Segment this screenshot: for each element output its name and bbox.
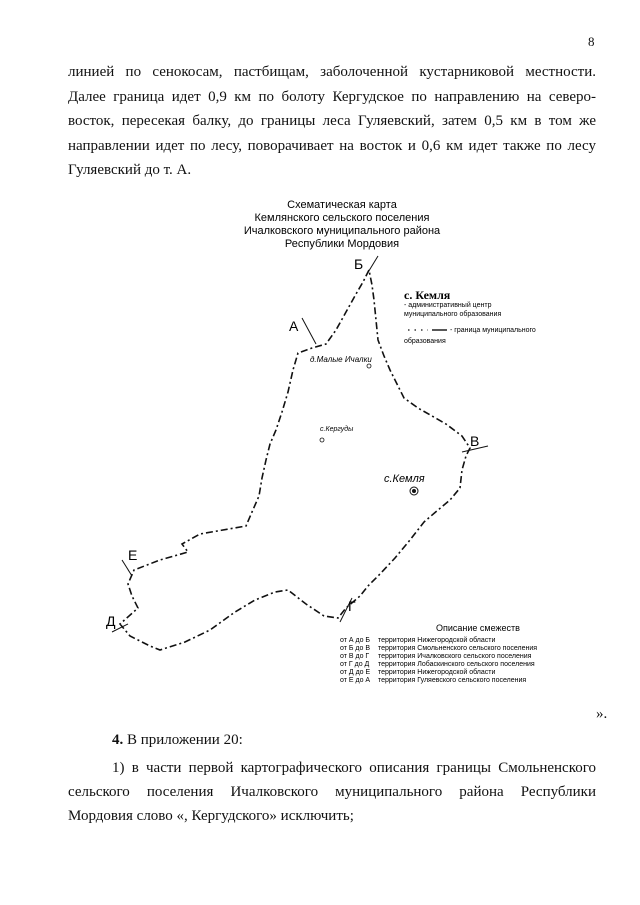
adjacency-title: Описание смежеств bbox=[436, 623, 520, 633]
legend-boundary-desc: - граница муниципального bbox=[450, 327, 536, 334]
closing-quote: ». bbox=[596, 706, 608, 722]
adjacency-territory: территория Лобаскинского сельского поселения bbox=[378, 661, 535, 668]
place-marker bbox=[320, 438, 324, 442]
point-label-a: А bbox=[289, 318, 299, 334]
adjacency-territory: территория Смольненского сельского поселения bbox=[378, 645, 538, 652]
adjacency-territory: территория Нижегородской области bbox=[378, 669, 496, 676]
adjacency-range: от Е до А bbox=[340, 677, 371, 684]
place-kemlya: с.Кемля bbox=[384, 473, 425, 485]
adjacency-territory: территория Нижегородской области bbox=[378, 637, 496, 644]
section-4-heading bbox=[112, 732, 243, 749]
page-number: 8 bbox=[588, 34, 595, 49]
text-line: сельского поселения Ичалковского муниципального района Республики bbox=[68, 784, 596, 800]
section-number: 4. bbox=[112, 732, 124, 748]
map-title-line: Ичалковского муниципального района bbox=[243, 225, 441, 237]
tick-a bbox=[302, 318, 316, 344]
text-line: направлении идет по лесу, поворачивает на восток и 0,6 км идет также по лесу bbox=[68, 137, 596, 154]
text-line: Далее граница идет 0,9 км по болоту Кергудское по направлению на северо- bbox=[68, 88, 596, 105]
point-label-d: Д bbox=[106, 613, 116, 629]
place-marker bbox=[367, 364, 371, 368]
adjacency-range: от Д до Е bbox=[340, 669, 371, 676]
adjacency-range: от Б до В bbox=[340, 645, 371, 652]
adjacency-range: от В до Г bbox=[340, 653, 370, 660]
legend-boundary-desc: образования bbox=[404, 338, 446, 345]
text-line: Гуляевский до т. А. bbox=[68, 162, 192, 178]
adjacency-territory: территория Ичалковского сельского поселения bbox=[378, 653, 532, 660]
point-label-b: Б bbox=[354, 256, 364, 272]
item-1-paragraph bbox=[68, 756, 596, 828]
point-label-v: В bbox=[470, 433, 480, 449]
adjacency-range: от Г до Д bbox=[340, 661, 370, 668]
adjacency-range: от А до Б bbox=[340, 637, 371, 644]
text-line: 1) в части первой картографического описания границы Смольненского bbox=[112, 760, 596, 776]
tick-b bbox=[367, 256, 378, 274]
legend-center-desc: муниципального образования bbox=[404, 311, 502, 318]
map-title-line: Кемлянского сельского поселения bbox=[254, 212, 430, 224]
place-malye-ichalki: д.Малые Ичалки bbox=[310, 355, 372, 364]
place-kergudy: с.Кергуды bbox=[320, 426, 354, 433]
point-label-e: Е bbox=[128, 547, 138, 563]
adjacency-territory: территория Гуляевского сельского поселения bbox=[378, 677, 527, 684]
text-line: линией по сенокосам, пастбищам, заболоченной кустарниковой местности. bbox=[68, 64, 596, 80]
admin-center-marker-dot bbox=[412, 489, 416, 493]
point-label-g: Г bbox=[348, 598, 356, 614]
map-title-line: Схематическая карта bbox=[287, 199, 397, 211]
map-title-line: Республики Мордовия bbox=[284, 238, 400, 250]
legend-center-desc: - административный центр bbox=[404, 302, 492, 309]
adjacency-list bbox=[340, 636, 537, 684]
legend-center-name: с. Кемля bbox=[404, 288, 451, 302]
text-line: Мордовия слово «, Кергудского» исключить; bbox=[68, 808, 354, 824]
text-line: восток, пересекая балку, до границы леса Гуляевский, затем 0,5 км в том же bbox=[68, 113, 596, 129]
section-text: В приложении 20: bbox=[123, 732, 243, 748]
